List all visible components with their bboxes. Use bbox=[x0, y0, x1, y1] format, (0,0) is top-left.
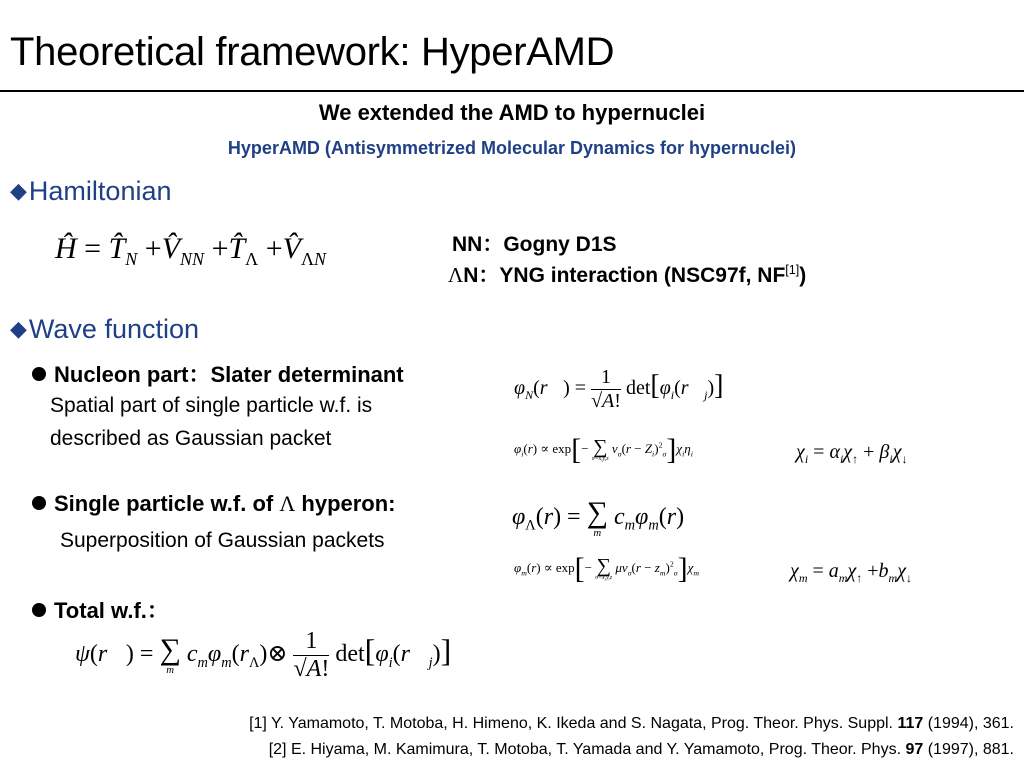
bullet-dot-icon bbox=[32, 496, 46, 510]
nn-interaction: NN：Gogny D1S bbox=[452, 233, 617, 256]
title-divider bbox=[0, 90, 1024, 92]
diamond-bullet-icon: ◆ bbox=[10, 316, 27, 341]
slide-subtitle-2: HyperAMD (Antisymmetrized Molecular Dynamics for hypernuclei) bbox=[227, 138, 797, 158]
nucleon-desc-line-2: described as Gaussian packet bbox=[50, 427, 332, 450]
reference-2: [2] E. Hiyama, M. Kamimura, T. Motoba, T. Yamada and Y. Yamamoto, Prog. Theor. Phys. 97 (1997), 881. bbox=[268, 741, 1014, 758]
slide-subtitle: We extended the AMD to hypernuclei bbox=[318, 100, 706, 125]
lambda-superposition-equation: $\varphi_\Lambda(r)$ = ∑ m $c_m\varphi_m(r)$ bbox=[512, 496, 685, 539]
nucleon-desc-line-1: Spatial part of single particle w.f. is bbox=[50, 394, 373, 417]
bullet-dot-icon bbox=[32, 367, 46, 381]
bullet-dot-icon bbox=[32, 603, 46, 617]
reference-1: [1] Y. Yamamoto, T. Motoba, H. Himeno, K. Ikeda and S. Nagata, Prog. Theor. Phys. Suppl. 117 (1994), 361. bbox=[249, 715, 1014, 732]
wave-function-heading: ◆Wave function bbox=[10, 314, 200, 344]
nucleon-part-title: Nucleon part：Slater determinant bbox=[32, 358, 404, 389]
nucleon-gaussian-equation: $\varphi_i(r) \propto \exp[-$ ∑ σ=x,y,z $\nu_\sigma(r - Z_i)^2_\sigma]\chi_i\eta_i$ bbox=[514, 433, 693, 466]
total-wf-title: Total w.f.： bbox=[32, 594, 169, 625]
diamond-bullet-icon: ◆ bbox=[10, 178, 27, 203]
lambda-spin-equation: $\chi_m = a_m\chi_↑ +b_m\chi_↓$ bbox=[790, 560, 913, 585]
lambda-gaussian-equation: $\varphi_m(r) \propto \exp[-$ ∑ σ=x,y,z $\mu\nu_\sigma(r - z_m)^2_\sigma]\chi_m$ bbox=[514, 552, 699, 585]
lambda-n-interaction: ΛN：YNG interaction (NSC97f, NF[1]) bbox=[448, 263, 807, 287]
lambda-desc: Superposition of Gaussian packets bbox=[60, 529, 385, 552]
lambda-hyperon-title: Single particle w.f. of Λ hyperon: bbox=[32, 491, 396, 517]
slater-determinant-equation: $\varphi_N(r⃗)$ = $\frac{1}{√A!}$ $\det[\varphi_i(r⃗_j)]$ bbox=[514, 366, 724, 412]
slide-title: Theoretical framework: HyperAMD bbox=[10, 30, 615, 74]
nucleon-spin-equation: $\chi_i = \alpha_i\chi_↑ + \beta_i\chi_↓$ bbox=[796, 441, 908, 466]
hamiltonian-equation: Ĥ = $T̂_N$ $+V̂_{NN}$ $+T̂_\Lambda$ $+V̂_{\Lambda N}$ bbox=[55, 232, 327, 269]
hamiltonian-heading: ◆Hamiltonian bbox=[10, 176, 172, 206]
total-wf-equation: ψ(r⃗) = ∑ m $c_m\varphi_m(r_\Lambda)\otimes$ $\frac{1}{√A!}$ $\det[\varphi_i(r⃗_j)]$ bbox=[75, 628, 452, 682]
